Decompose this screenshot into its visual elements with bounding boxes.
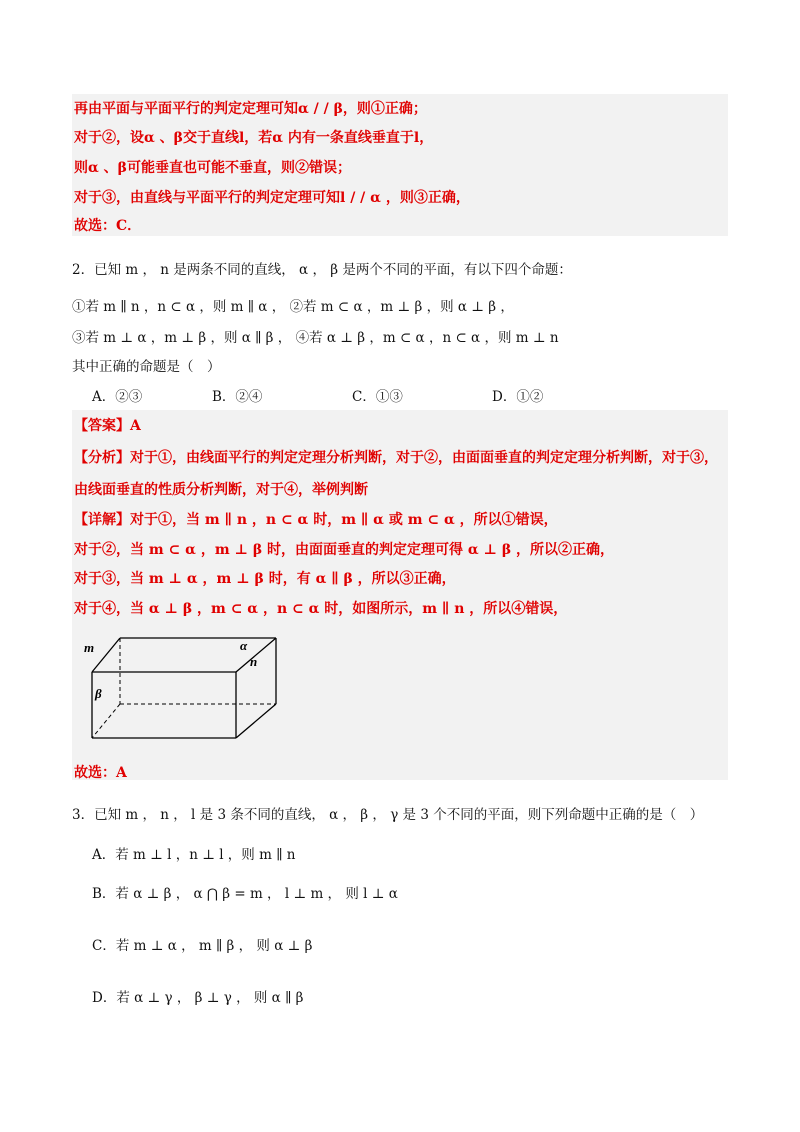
q2-stem: 2．已知 m ， n 是两条不同的直线， α ， β 是两个不同的平面，有以下四个命题： (72, 262, 572, 278)
solution-line-2: 对于②，设α 、β交于直线l，若α 内有一条直线垂直于l， (74, 130, 434, 146)
figure-label-alpha: α (240, 638, 248, 653)
solution-box-1 (72, 94, 728, 236)
q2-option-b[interactable]: B．②④ (212, 389, 263, 405)
detail-line-1: 【详解】对于①，当 m ∥ n ，n ⊂ α 时，m ∥ α 或 m ⊂ α ，所以①错误， (74, 512, 558, 528)
q3-option-a[interactable]: A．若 m ⊥ l ，n ⊥ l ，则 m ∥ n (92, 847, 296, 863)
solution-line-5: 故选：C． (74, 218, 142, 234)
solution-line-1: 再由平面与平面平行的判定定理可知α / / β，则①正确； (74, 101, 427, 117)
q3-option-c[interactable]: C．若 m ⊥ α ， m ∥ β ， 则 α ⊥ β (92, 938, 313, 954)
detail-line-2: 对于②，当 m ⊂ α ，m ⊥ β 时，由面面垂直的判定定理可得 α ⊥ β ，所以②正确， (74, 542, 614, 558)
solution-box-2 (72, 410, 728, 780)
figure-label-m: m (84, 640, 95, 655)
q2-proposition-line-2: ③若 m ⊥ α ，m ⊥ β ，则 α ∥ β ， ④若 α ⊥ β ，m ⊂ α ，n ⊂ α ，则 m ⊥ n (72, 330, 559, 346)
detail-line-3: 对于③，当 m ⊥ α ，m ⊥ β 时，有 α ∥ β ，所以③正确， (74, 571, 456, 587)
q3-stem: 3．已知 m ， n ， l 是 3 条不同的直线， α ， β ， γ 是 3 个不同的平面，则下列命题中正确的是（ ） (72, 807, 704, 823)
q3-option-b[interactable]: B．若 α ⊥ β ， α ⋂ β = m ， l ⊥ m ， 则 l ⊥ α (92, 886, 398, 902)
solution-line-4: 对于③，由直线与平面平行的判定定理可知l / / α ，则③正确， (74, 190, 470, 206)
answer-label: 【答案】A (74, 418, 141, 434)
figure-label-n: n (250, 654, 258, 669)
q2-prompt: 其中正确的命题是（ ） (72, 359, 221, 375)
q3-option-d[interactable]: D．若 α ⊥ γ ， β ⊥ γ ， 则 α ∥ β (92, 990, 304, 1006)
q2-proposition-line-1: ①若 m ∥ n ，n ⊂ α ，则 m ∥ α ， ②若 m ⊂ α ，m ⊥ β ，则 α ⊥ β ， (72, 299, 514, 315)
analysis-line-2: 由线面垂直的性质分析判断，对于④，举例判断 (74, 482, 368, 498)
q2-option-d[interactable]: D．①② (492, 389, 544, 405)
q2-option-a[interactable]: A．②③ (92, 389, 143, 405)
conclusion-label: 故选：A (74, 765, 127, 781)
detail-line-4: 对于④，当 α ⊥ β ，m ⊂ α ，n ⊂ α 时，如图所示，m ∥ n ，所以④错误， (74, 601, 568, 617)
cuboid-figure (80, 632, 300, 752)
q2-option-c[interactable]: C．①③ (352, 389, 403, 405)
solution-line-3: 则α 、β可能垂直也可能不垂直，则②错误； (74, 160, 351, 176)
figure-label-beta: β (95, 686, 102, 701)
analysis-line-1: 【分析】对于①，由线面平行的判定定理分析判断，对于②，由面面垂直的判定定理分析判断，对于③， (74, 450, 718, 466)
